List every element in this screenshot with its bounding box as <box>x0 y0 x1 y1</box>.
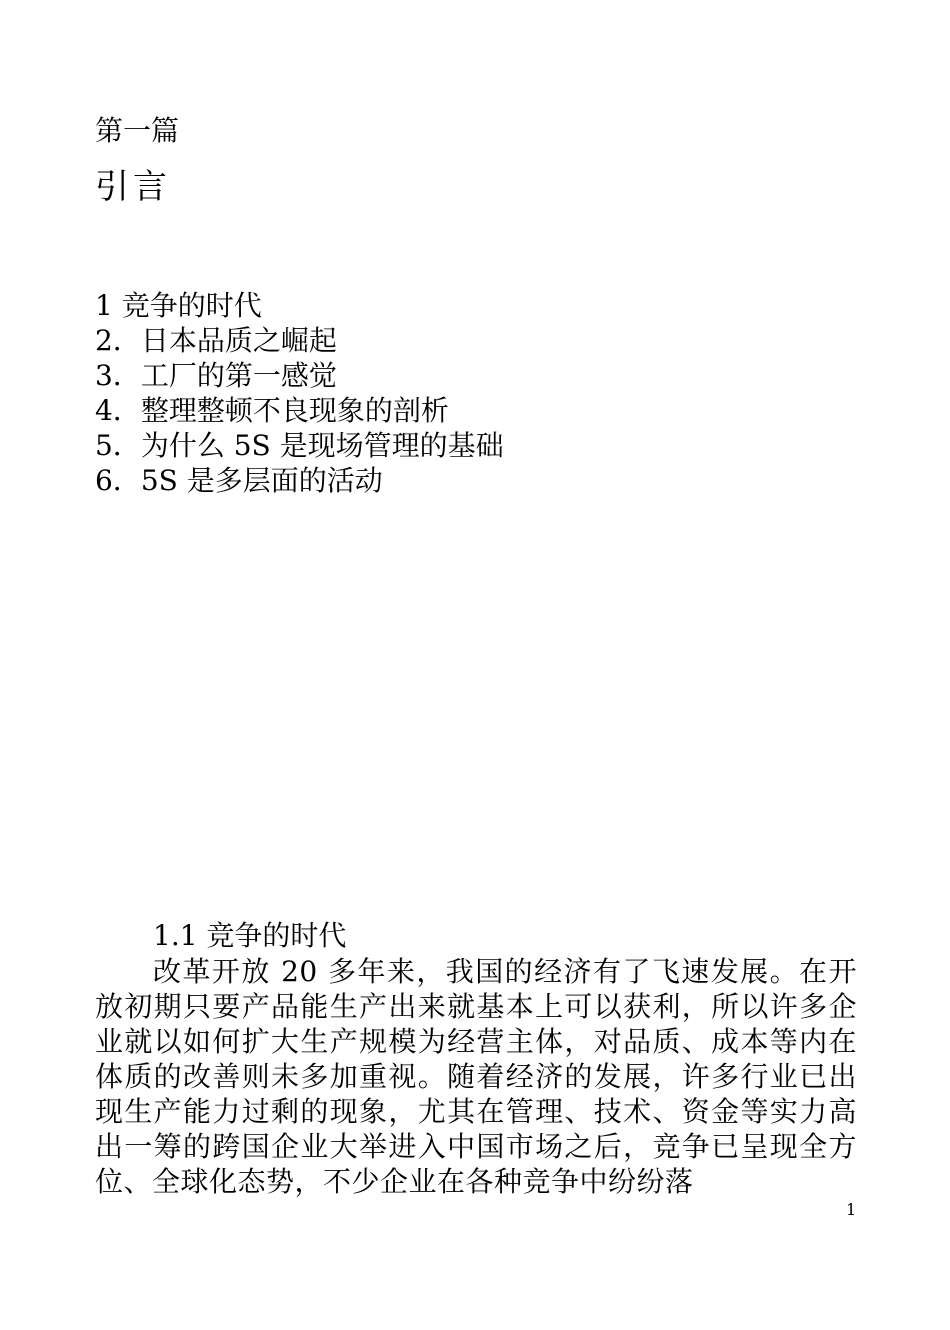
part-label: 第一篇 <box>95 114 180 147</box>
part-title: 引言 <box>95 167 171 207</box>
toc-item: 2．日本品质之崛起 <box>95 324 337 357</box>
toc-item: 3．工厂的第一感觉 <box>95 359 337 392</box>
body-paragraph: 改革开放 20 多年来，我国的经济有了飞速发展。在开放初期只要产品能生产出来就基本上可以获利，所以许多企业就以如何扩大生产规模为经营主体，对品质、成本等内在体质的改善则未多加重视。随着经济的发展，许多行业已出现生产能力过剩的现象，尤其在管理、技术、资金等实力高出一筹的跨国企业大举进入中国市场之后，竞争已呈现全方位、全球化态势，不少企业在各种竞争中纷纷落 <box>95 955 857 1198</box>
toc-item: 5．为什么 5S 是现场管理的基础 <box>95 429 504 462</box>
page-number: 1 <box>846 1200 857 1219</box>
toc-item: 1 竞争的时代 <box>95 289 262 322</box>
toc-item: 4．整理整顿不良现象的剖析 <box>95 394 449 427</box>
table-of-contents <box>95 288 504 498</box>
section-heading: 1.1 竞争的时代 <box>153 919 347 952</box>
toc-item: 6．5S 是多层面的活动 <box>95 464 383 497</box>
